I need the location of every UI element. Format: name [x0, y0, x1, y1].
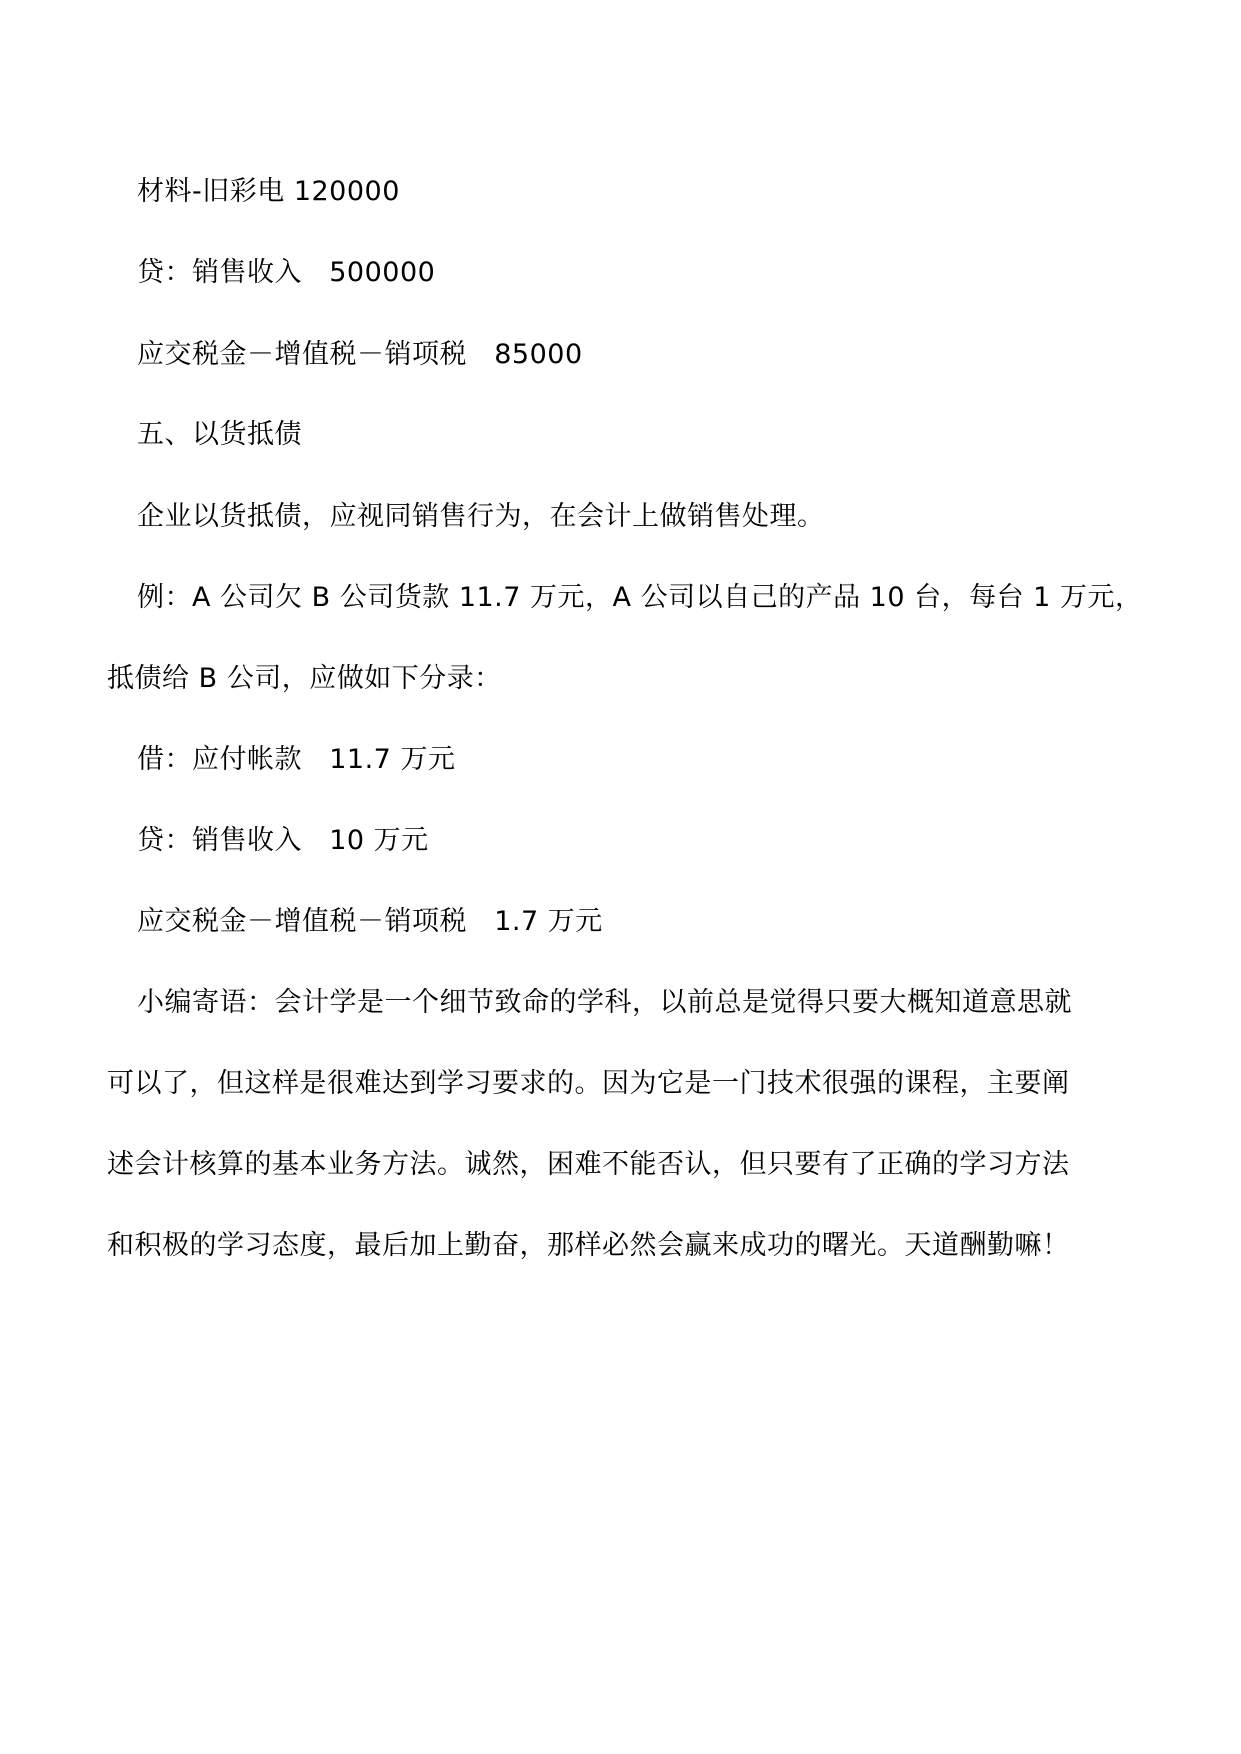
editor-note-line-4: 和积极的学习态度，最后加上勤奋，那样必然会赢来成功的曙光。天道酬勤嘛！: [107, 1230, 1070, 1261]
editor-note-line-3: 述会计核算的基本业务方法。诚然，困难不能否认，但只要有了正确的学习方法: [107, 1149, 1070, 1180]
example-line-2: 抵债给 B 公司，应做如下分录：: [107, 663, 502, 694]
section-heading-goods-for-debt: 五、以货抵债: [137, 419, 302, 450]
example-line-1: 例：A 公司欠 B 公司货款 11.7 万元，A 公司以自己的产品 10 台，每台 1 万元，: [137, 582, 1143, 613]
paragraph-goods-for-debt-rule: 企业以货抵债，应视同销售行为，在会计上做销售处理。: [137, 501, 825, 532]
editor-note-line-2: 可以了，但这样是很难达到学习要求的。因为它是一门技术很强的课程，主要阐: [107, 1068, 1070, 1099]
editor-note-line-1: 小编寄语：会计学是一个细节致命的学科，以前总是觉得只要大概知道意思就: [137, 987, 1072, 1018]
entry-old-tv-material: 材料-旧彩电 120000: [137, 176, 400, 207]
entry-debit-accounts-payable: 借：应付帐款 11.7 万元: [137, 744, 456, 775]
entry-credit-sales-revenue: 贷：销售收入 500000: [137, 257, 436, 288]
entry-vat-output-tax: 应交税金－增值税－销项税 85000: [137, 339, 583, 370]
entry-vat-output-tax-2: 应交税金－增值税－销项税 1.7 万元: [137, 906, 603, 937]
entry-credit-sales-revenue-2: 贷：销售收入 10 万元: [137, 825, 429, 856]
